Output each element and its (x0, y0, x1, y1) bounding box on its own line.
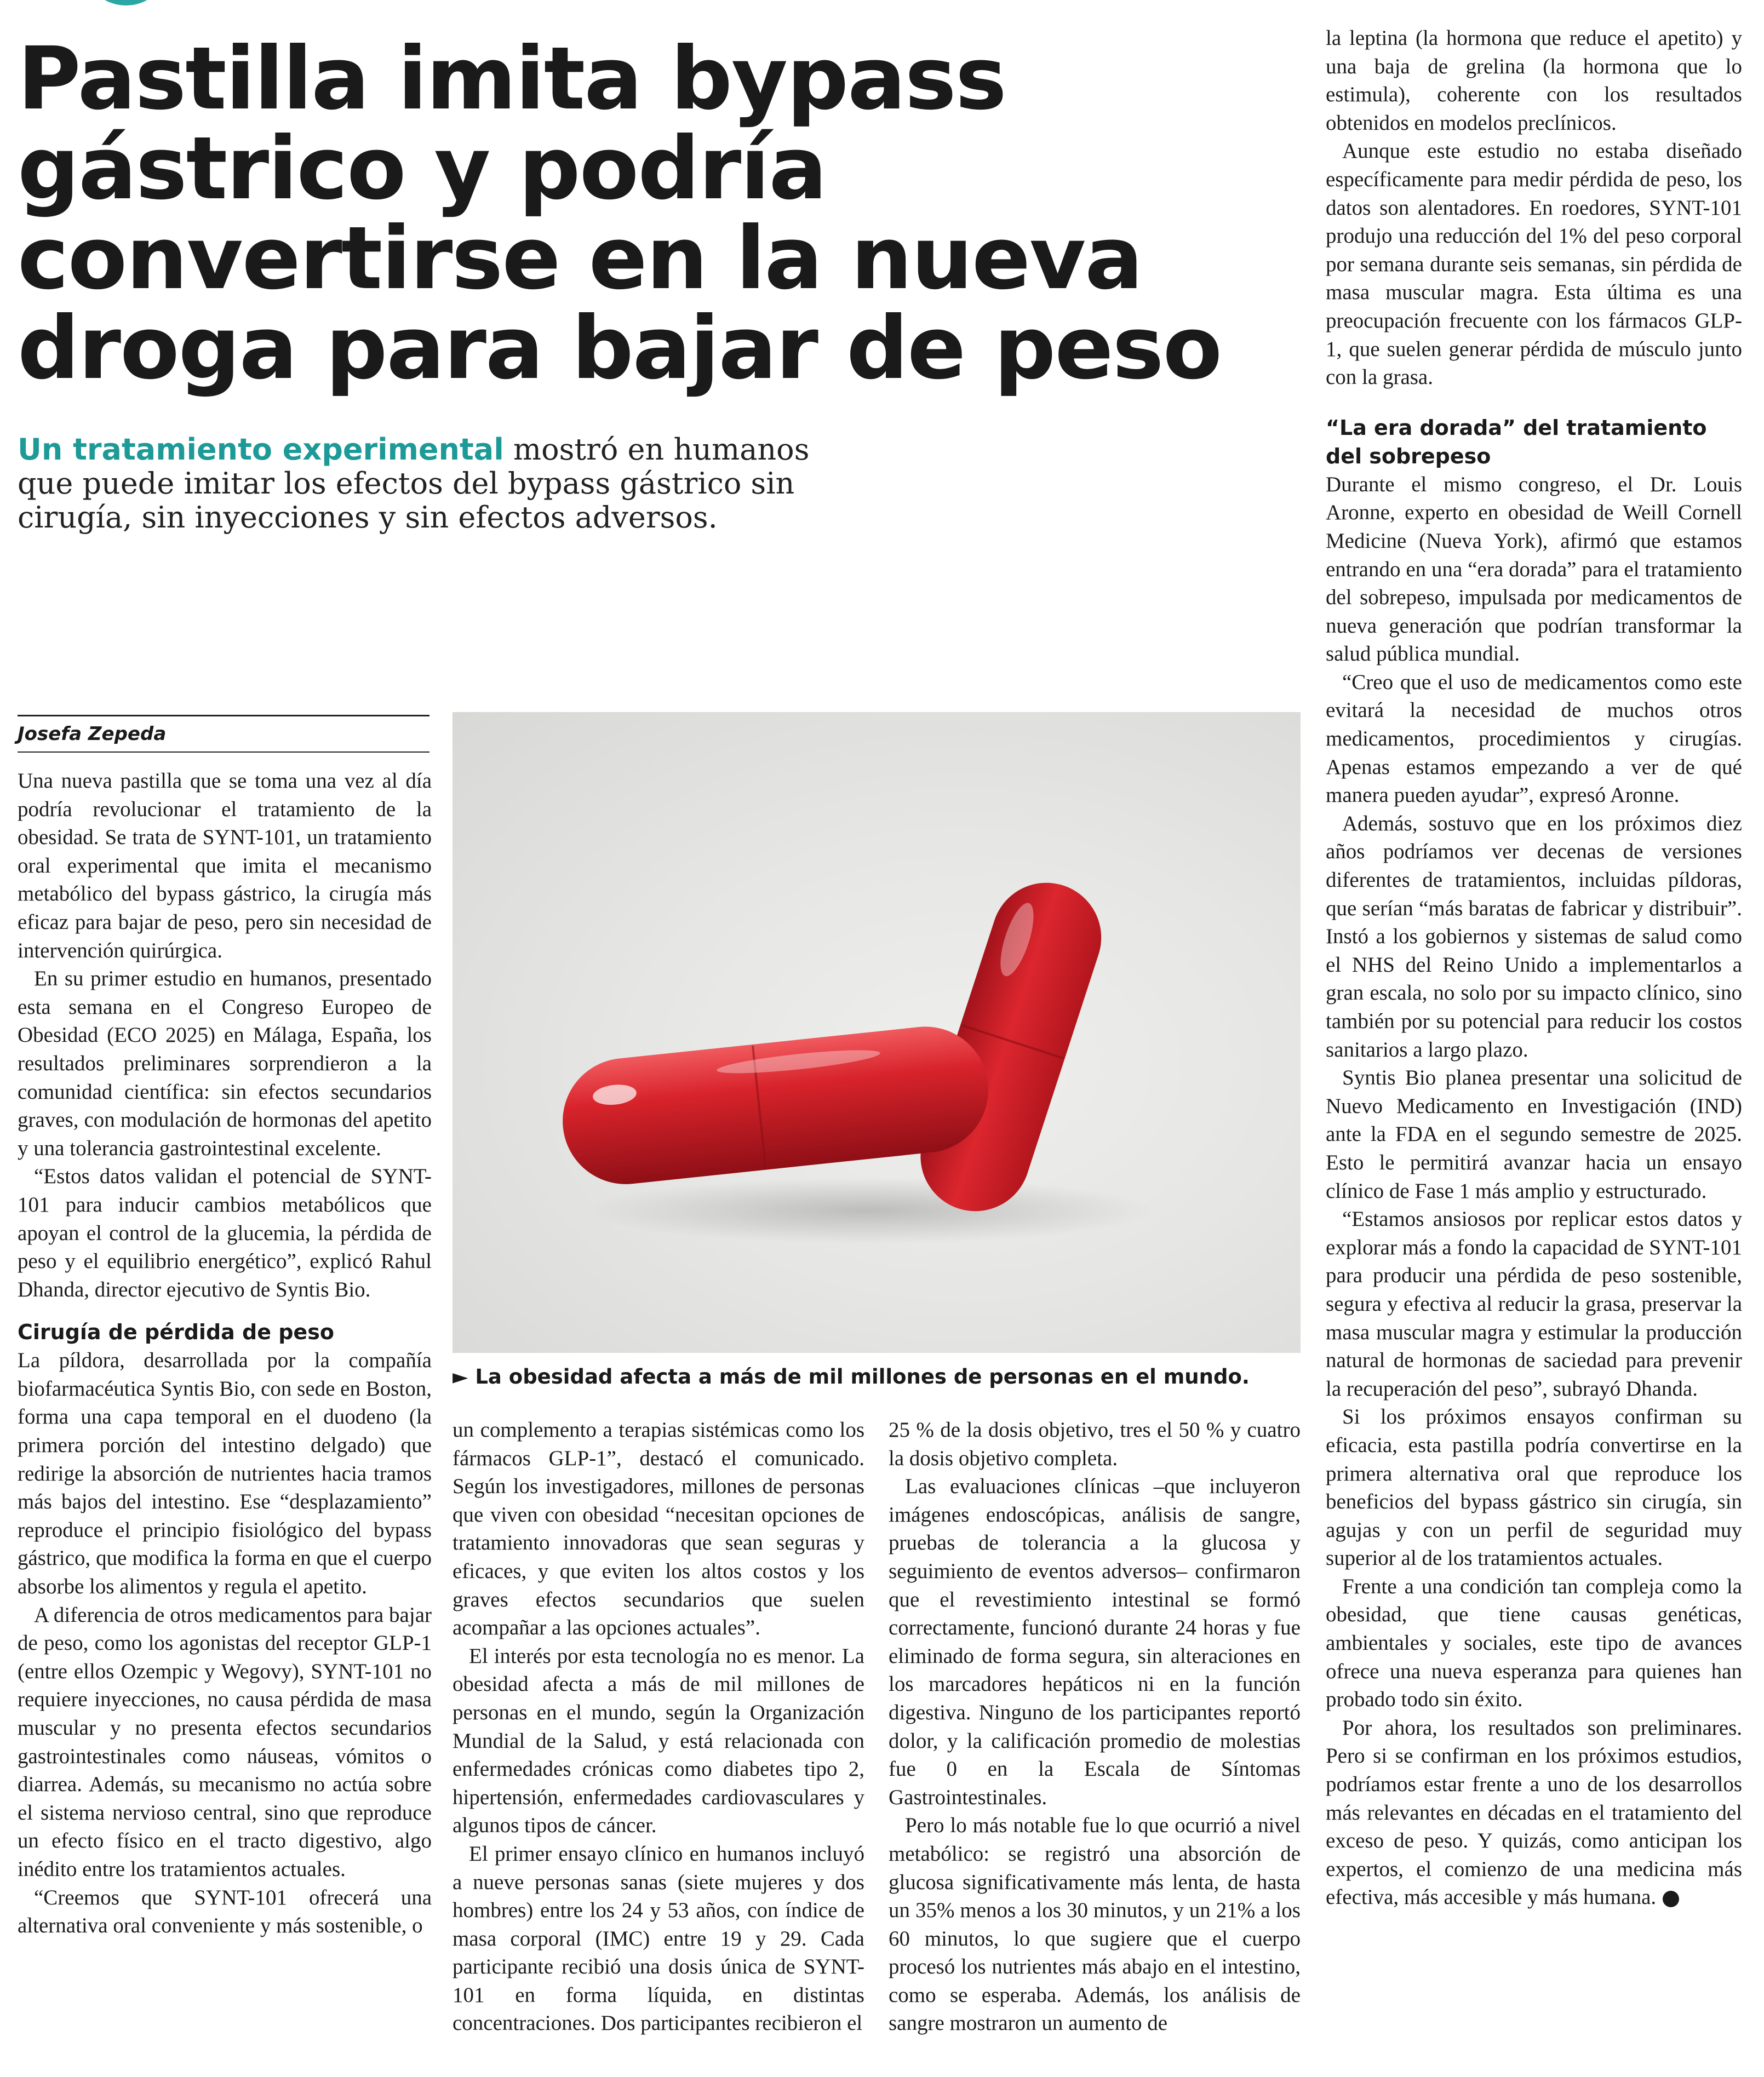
paragraph: Aunque este estudio no estaba diseñado específicamente para medir pérdida de peso, los datos son alentadores. En roedores, SYNT-101 produjo una reducción del 1% del peso corporal por semana durante seis semanas, sin pérdida de masa muscular magra. Esta última es una preocupación frecuente con los fármacos GLP-1, que suelen generar pérdida de músculo junto con la grasa. (1326, 139, 1742, 389)
column-3 (889, 1416, 1301, 2038)
subheading: “La era dorada” del tratamiento del sobrepeso (1326, 415, 1707, 468)
spacer (1326, 392, 1742, 414)
column-4 (1326, 24, 1742, 1912)
deck-text: mostró en humanos que puede imitar los efectos del bypass gástrico sin cirugía, sin inyecciones y sin efectos adversos. (18, 432, 810, 535)
capsule-shadow (584, 1178, 1154, 1243)
article-deck (18, 433, 817, 535)
paragraph: Las evaluaciones clínicas –que incluyeron imágenes endoscópicas, análisis de sangre, pruebas de tolerancia a la glucosa y seguimiento de eventos adversos– confirmaron que el revestimiento intestinal se formó correctamente, funcionó durante 24 horas y fue eliminado de forma segura, sin alteraciones en los marcadores hepáticos ni en la función digestiva. Ninguno de los participantes reportó dolor, y la calificación promedio de molestias fue 0 en la Escala de Síntomas Gastrointestinales. (889, 1474, 1301, 1809)
paragraph: Una nueva pastilla que se toma una vez al día podría revolucionar el tratamiento de la obesidad. Se trata de SYNT-101, un tratamiento oral experimental que imita el mecanismo metabólico del bypass gástrico, la cirugía más eficaz para bajar de peso, pero sin necesidad de intervención quirúrgica. (18, 769, 432, 962)
column-1 (18, 767, 432, 1940)
paragraph: Syntis Bio planea presentar una solicitud de Nuevo Medicamento en Investigación (IND) ante la FDA en el segundo semestre de 2025. Esto le permitirá avanzar hacia un ensayo clínico de Fase 1 más amplio y estructurado. (1326, 1066, 1742, 1203)
paragraph: La píldora, desarrollada por la compañía biofarmacéutica Syntis Bio, con sede en Boston, forma una capa temporal en el duodeno (la primera porción del intestino delgado) que redirige la absorción de nutrientes hacia tramos más bajos del intestino. Ese “desplazamiento” reproduce el principio fisiológico del bypass gástrico, que modifica la forma en que el cuerpo absorbe los alimentos y regula el apetito. (18, 1349, 432, 1599)
paragraph: A diferencia de otros medicamentos para bajar de peso, como los agonistas del receptor GLP-1 (entre ellos Ozempic y Wegovy), SYNT-101 no requiere inyecciones, no causa pérdida de masa muscular y no presenta efectos secundarios gastrointestinales como náuseas, vómitos o diarrea. Además, su mecanismo no actúa sobre el sistema nervioso central, sino que reproduce un efecto físico en el tracto digestivo, algo inédito entre los tratamientos actuales. (18, 1603, 432, 1881)
paragraph: En su primer estudio en humanos, presentado esta semana en el Congreso Europeo de Obesidad (ECO 2025) en Málaga, España, los resultados preliminares sorprendieron a la comunidad científica: sin efectos secundarios graves, con modulación de hormonas del apetito y una tolerancia gastrointestinal excelente. (18, 967, 432, 1160)
paragraph: “Estos datos validan el potencial de SYNT-101 para inducir cambios metabólicos que apoyan el control de la glucemia, la pérdida de peso y el equilibrio energético”, explicó Rahul Dhanda, director ejecutivo de Syntis Bio. (18, 1164, 432, 1301)
headline-line: convertirse en la nueva (18, 208, 1142, 309)
caption-marker: ► (453, 1365, 468, 1389)
column-2 (453, 1416, 864, 2038)
paragraph: El interés por esta tecnología no es menor. La obesidad afecta a más de mil millones de personas en el mundo, según la Organización Mundial de la Salud, y está relacionada con enfermedades crónicas como diabetes tipo 2, hipertensión, enfermedades cardiovasculares y algunos tipos de cáncer. (453, 1644, 864, 1838)
byline-rule-bottom (18, 751, 429, 753)
paragraph-final (1326, 1714, 1742, 1912)
subheading: Cirugía de pérdida de peso (18, 1320, 334, 1345)
article-headline (18, 28, 1278, 399)
photo-caption (453, 1364, 1301, 1390)
deck-lead: Un tratamiento experimental (18, 432, 504, 467)
byline-rule-top (18, 715, 429, 716)
headline-line: droga para bajar de peso (18, 298, 1222, 399)
paragraph: “Creemos que SYNT-101 ofrecerá una alternativa oral conveniente y más sostenible, o (18, 1885, 432, 1938)
section-corner-mark (82, 0, 170, 5)
paragraph: un complemento a terapias sistémicas como los fármacos GLP-1”, destacó el comunicado. Según los investigadores, millones de personas que viven con obesidad “necesitan opciones de tratamiento innovadoras que sean seguras y eficaces, y que eviten los altos costos y los graves efectos secundarios que suelen acompañar a las opciones actuales”. (453, 1418, 864, 1640)
spacer (18, 1304, 432, 1318)
paragraph: “Creo que el uso de medicamentos como este evitará la necesidad de muchos otros medicamentos, procedimientos y cirugías. Apenas estamos empezando a ver de qué manera pueden ayudar”, expresó Aronne. (1326, 670, 1742, 807)
paragraph: Frente a una condición tan compleja como la obesidad, que tiene causas genéticas, ambientales y sociales, este tipo de avances ofrece una nueva esperanza para quienes han probado todo sin éxito. (1326, 1574, 1742, 1712)
paragraph: Durante el mismo congreso, el Dr. Louis Aronne, experto en obesidad de Weill Cornell Medicine (Nueva York), afirmó que estamos entrando en una “era dorada” para el tratamiento del sobrepeso, impulsada por medicamentos de nueva generación que podrían transformar la salud pública mundial. (1326, 472, 1742, 666)
paragraph: El primer ensayo clínico en humanos incluyó a nueve personas sanas (siete mujeres y dos hombres) entre los 24 y 53 años, con índice de masa corporal (IMC) entre 19 y 29. Cada participante recibió una dosis única de SYNT-101 en forma líquida, en distintas concentraciones. Dos participantes recibieron el (453, 1841, 864, 2035)
paragraph: la leptina (la hormona que reduce el apetito) y una baja de grelina (la hormona que lo estimula), coherente con los resultados obtenidos en modelos preclínicos. (1326, 26, 1742, 135)
headline-line: gástrico y podría (18, 118, 827, 219)
paragraph: “Estamos ansiosos por replicar estos datos y explorar más a fondo la capacidad de SYNT-101 para producir una pérdida de peso sostenible, segura y efectiva al reducir la grasa, preservar la masa muscular magra y estimular la producción natural de hormonas de saciedad para prevenir la recuperación del peso”, subrayó Dhanda. (1326, 1207, 1742, 1401)
capsules-illustration (453, 712, 1301, 1353)
end-of-article-mark (1663, 1891, 1679, 1907)
article-photo (453, 712, 1301, 1353)
paragraph: Pero lo más notable fue lo que ocurrió a nivel metabólico: se registró una absorción de glucosa significativamente más lenta, de hasta un 35% menos a los 30 minutos, y un 21% a los 60 minutos, lo que sugiere que el cuerpo procesó los nutrientes más abajo en el intestino, como se esperaba. Además, los análisis de sangre mostraron un aumento de (889, 1814, 1301, 2035)
paragraph-text: Por ahora, los resultados son preliminares. Pero si se confirman en los próximos estudios, podríamos estar frente a uno de los desarrollos más relevantes en décadas en el tratamiento del exceso de peso. Y quizás, como anticipan los expertos, el comienzo de una medicina más efectiva, más accesible y más humana. (1326, 1715, 1742, 1909)
headline-line: Pastilla imita bypass (18, 28, 1006, 129)
author-byline: Josefa Zepeda (18, 723, 167, 745)
caption-text: La obesidad afecta a más de mil millones de personas en el mundo. (468, 1365, 1250, 1389)
paragraph: 25 % de la dosis objetivo, tres el 50 % y cuatro la dosis objetivo completa. (889, 1418, 1301, 1470)
paragraph: Si los próximos ensayos confirman su eficacia, esta pastilla podría convertirse en la primera alternativa oral que reproduce los beneficios del bypass gástrico sin cirugía, sin agujas y con un perfil de seguridad muy superior al de los tratamientos actuales. (1326, 1405, 1742, 1570)
paragraph: Además, sostuvo que en los próximos diez años podríamos ver decenas de versiones diferentes de tratamientos, incluidas píldoras, que serían “más baratas de fabricar y distribuir”. Instó a los gobiernos y sistemas de salud como el NHS del Reino Unido a implementarlos a gran escala, no solo por su impacto clínico, sino también por su potencial para reducir los costos sanitarios a largo plazo. (1326, 811, 1742, 1062)
